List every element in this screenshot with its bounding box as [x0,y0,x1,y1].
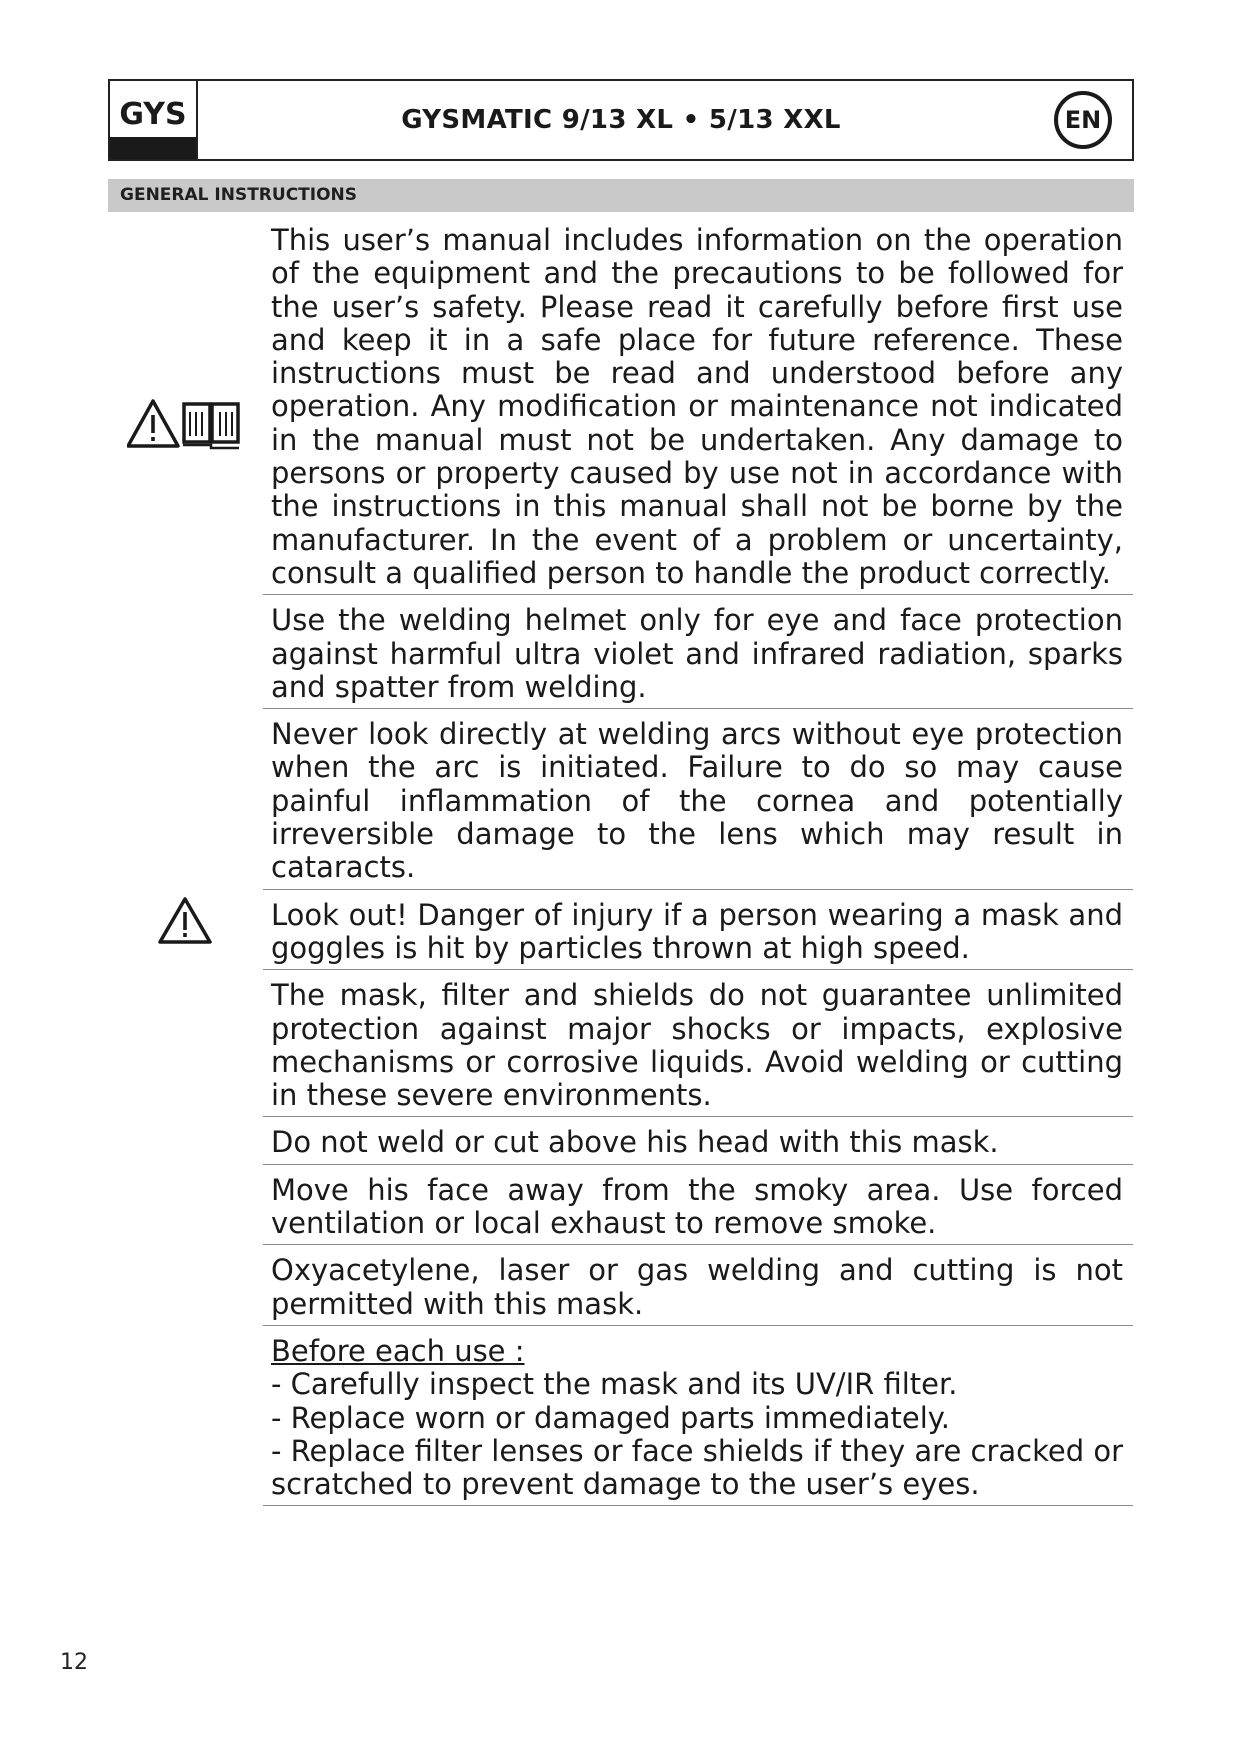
instruction-text: Oxyacetylene, laser or gas welding and cutting is not permitted with this mask. [271,1253,1123,1321]
open-book-icon [183,404,239,448]
instruction-block [263,1172,1133,1246]
before-use-item: - Replace worn or damaged parts immediately. [271,1400,950,1435]
page-header [108,79,1134,161]
before-use-item: - Carefully inspect the mask and its UV/IR filter. [271,1367,958,1402]
instruction-block [263,1252,1133,1326]
instruction-block [263,222,1133,595]
instruction-text: Look out! Danger of injury if a person wearing a mask and goggles is hit by particles thrown at high speed. [271,897,1123,965]
warning-book-icon [127,398,245,450]
instruction-block [263,1124,1133,1164]
section-heading: GENERAL INSTRUCTIONS [108,179,1134,212]
instruction-block [263,716,1133,889]
instruction-text: Do not weld or cut above his head with this mask. [271,1125,999,1160]
before-use-heading: Before each use : [271,1333,525,1368]
gys-logo [110,81,198,159]
instructions-list [263,222,1133,1513]
warning-icon [157,896,213,946]
language-badge: EN [1054,91,1112,149]
instruction-block [263,602,1133,709]
warning-triangle-icon [128,401,178,446]
instruction-block [263,897,1133,971]
instruction-text: The mask, filter and shields do not guarantee unlimited protection against major shocks or impacts, explosive mechanisms or corrosive liquids. Avoid welding or cutting in these severe environments. [271,978,1123,1113]
gys-logo-text: GYS [119,97,187,132]
before-use-item: - Replace filter lenses or face shields if they are cracked or scratched to prevent damage to the user’s eyes. [271,1433,1123,1502]
instruction-block [263,977,1133,1117]
page-title: GYSMATIC 9/13 XL • 5/13 XXL [401,105,841,135]
before-use-block [263,1333,1133,1506]
instruction-text: Never look directly at welding arcs without eye protection when the arc is initiated. Failure to do so may cause painful inflammation of the cornea and potentially irreversible damage to the lens which may result in cataracts. [271,717,1123,885]
instruction-text: Use the welding helmet only for eye and face protection against harmful ultra violet and infrared radiation, sparks and spatter from welding. [271,603,1123,704]
instruction-text: Move his face away from the smoky area. Use forced ventilation or local exhaust to remove smoke. [271,1172,1123,1241]
gys-logo-graphic [110,81,196,159]
page-number: 12 [60,1650,88,1675]
instruction-text: This user’s manual includes information on the operation of the equipment and the precautions to be followed for the user’s safety. Please read it carefully before first use and keep it in a safe place for future reference. These instructions must be read and understood before any operation. Any modification or maintenance not indicated in the manual must not be undertaken. Any damage to persons or property caused by use not in accordance with the instructions in this manual shall not be borne by the manufacturer. In the event of a problem or uncertainty, consult a qualified person to handle the product correctly. [271,223,1123,590]
